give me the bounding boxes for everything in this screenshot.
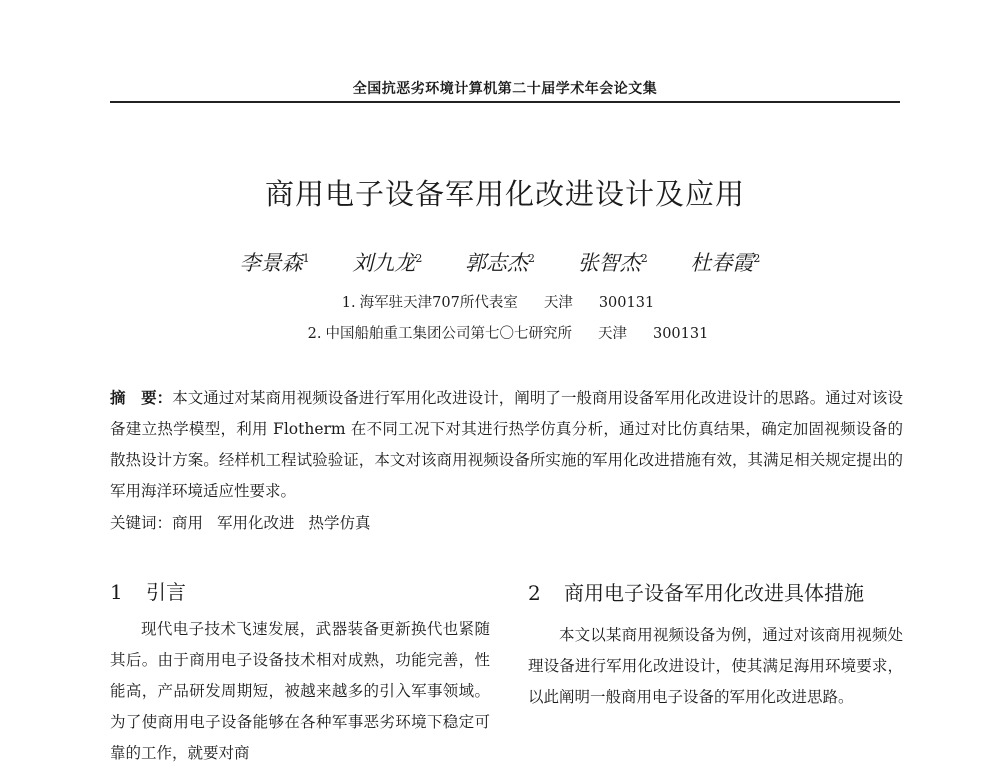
keywords-label: 关键词：: [110, 514, 173, 532]
author: 刘九龙$^2$: [352, 251, 423, 275]
abstract: [110, 382, 903, 507]
author-list: [0, 247, 1000, 277]
section-body: 现代电子技术飞速发展，武器装备更新换代也紧随其后。由于商用电子设备技术相对成熟，功能完善，性能高，产品研发周期短，被越来越多的引入军事领域。为了使商用电子设备能够在各种军事恶劣环境下稳定可靠的工作，就要对商: [110, 620, 490, 762]
abstract-text: 本文通过对某商用视频设备进行军用化改进设计，阐明了一般商用设备军用化改进设计的思路。通过对该设备建立热学模型，利用 Flotherm 在不同工况下对其进行热学仿真分析，通过对比仿真结果，确定加固视频设备的散热设计方案。经样机工程试验验证，本文对该商用视频设备所实施的军用化改进措施有效，其满足相关规定提出的军用海洋环境适应性要求。: [110, 389, 903, 500]
header-rule: [110, 101, 900, 103]
paper-title: 商用电子设备军用化改进设计及应用: [264, 177, 745, 211]
right-column: [528, 578, 903, 713]
keyword: 商用: [172, 514, 204, 532]
author: 张智杰$^2$: [577, 251, 648, 275]
section-heading: 2 商用电子设备军用化改进具体措施: [528, 581, 864, 605]
keyword: 军用化改进: [217, 514, 295, 532]
keyword: 热学仿真: [308, 514, 371, 532]
author: 李景森$^1$: [239, 251, 310, 275]
section-heading: 1 引言: [110, 580, 186, 604]
left-column: [110, 578, 490, 769]
section-body: 本文以某商用视频设备为例，通过对该商用视频处理设备进行军用化改进设计，使其满足海用环境要求，以此阐明一般商用电子设备的军用化改进思路。: [528, 626, 903, 706]
author: 郭志杰$^2$: [465, 251, 535, 275]
affiliation-1: 1. 海军驻天津707所代表室 天津 300131: [341, 295, 655, 311]
running-head: 全国抗恶劣环境计算机第二十届学术年会论文集: [352, 81, 658, 97]
abstract-label: 摘 要：: [110, 388, 173, 407]
keywords: [110, 508, 900, 539]
affiliation-2: 2. 中国船舶重工集团公司第七〇七研究所 天津 300131: [307, 326, 709, 342]
author: 杜春霞$^2$: [690, 251, 761, 275]
